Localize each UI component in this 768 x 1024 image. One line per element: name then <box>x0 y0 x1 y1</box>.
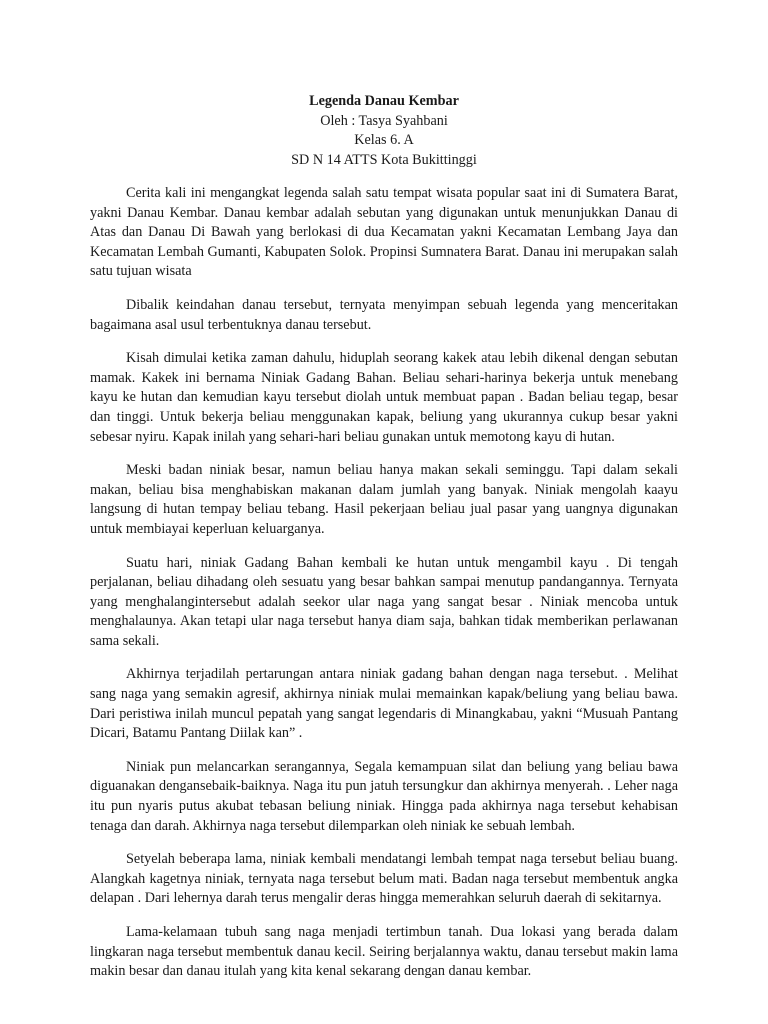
paragraph: Setyelah beberapa lama, niniak kembali mendatangi lembah tempat naga tersebut beliau buang. Alangkah kagetnya niniak, ternyata naga tersebut belum mati. Badan naga tersebut membentuk angka delapan . Dari lehernya darah terus mengalir deras hingga memerahkan seluruh daerah di sekitarnya. <box>90 851 678 907</box>
paragraph: Akhirnya terjadilah pertarungan antara niniak gadang bahan dengan naga tersebut. . Melihat sang naga yang semakin agresif, akhirnya niniak mulai memainkan kapak/beliung yang beliau bawa. Dari peristiwa inilah muncul pepatah yang sangat legendaris di Minangkabau, yakni “Musuah Pantang Dicari, Batamu Pantang Diilak kan” . <box>90 666 678 742</box>
class-line: Kelas 6. A <box>354 132 414 149</box>
paragraph: Meski badan niniak besar, namun beliau hanya makan sekali seminggu. Tapi dalam sekali makan, beliau bisa menghabiskan makanan dalam jumlah yang banyak. Niniak mengolah kaayu langsung di hutan tempay beliau tebang. Hasil pekerjaan beliau jual pasar yang uangnya digunakan untuk membiayai keperluan keluarganya. <box>90 462 678 537</box>
school-line: SD N 14 ATTS Kota Bukittinggi <box>291 151 477 168</box>
paragraph: Niniak pun melancarkan serangannya, Segala kemampuan silat dan beliung yang beliau bawa diguanakan dengansebaik-baiknya. Naga itu pun jatuh tersungkur dan akhirnya menyerah. . Leher naga itu pun nyaris putus akubat tebasan beliung niniak. Hingga pada akhirnya naga tersebut kehabisan tenaga dan darah. Akhirnya naga tersebut dilemparkan oleh niniak ke sebuah lembah. <box>90 758 678 834</box>
paragraph: Cerita kali ini mengangkat legenda salah satu tempat wisata popular saat ini di Sumatera Barat, yakni Danau Kembar. Danau kembar adalah sebutan yang digunakan untuk menunjukkan Danau di Atas dan Danau Di Bawah yang berlokasi di dua Kecamatan yakni Kecamatan Lembang Jaya dan Kecamatan Lembah Gumanti, Kabupaten Solok. Propinsi Sumnatera Barat. Danau ini merupakan salah satu tujuan wisata <box>90 185 678 280</box>
document-body <box>90 184 678 996</box>
document-title: Legenda Danau Kembar <box>309 93 459 109</box>
paragraph: Dibalik keindahan danau tersebut, ternyata menyimpan sebuah legenda yang menceritakan bagaimana asal usul terbentuknya danau tersebut. <box>90 296 678 333</box>
author-line: Oleh : Tasya Syahbani <box>320 112 448 129</box>
document-header <box>90 92 678 170</box>
paragraph: Lama-kelamaan tubuh sang naga menjadi tertimbun tanah. Dua lokasi yang berada dalam lingkaran naga tersebut membentuk danau kecil. Seiring berjalannya waktu, danau tersebut makin lama makin besar dan danau itulah yang kita kenal sekarang dengan danau kembar. <box>90 924 678 980</box>
paragraph: Suatu hari, niniak Gadang Bahan kembali ke hutan untuk mengambil kayu . Di tengah perjalanan, beliau dihadang oleh sesuatu yang besar bahkan sampai menutup pandangannya. Ternyata yang menghalangintersebut adalah seekor ular naga yang sangat besar . Niniak mencoba untuk menghalaunya. Akan tetapi ular naga tersebut hanya diam saja, bahkan tidak memberikan perlawanan sama sekali. <box>90 554 678 649</box>
paragraph: Kisah dimulai ketika zaman dahulu, hiduplah seorang kakek atau lebih dikenal dengan sebutan mamak. Kakek ini bernama Niniak Gadang Bahan. Beliau sehari-harinya bekerja untuk menebang kayu ke hutan dan kemudian kayu tersebut diolah untuk membuat papan . Badan beliau tegap, besar dan tinggi. Untuk bekerja beliau menggunakan kapak, beliung yang ukurannya cukup besar yakni sebesar nyiru. Kapak inilah yang sehari-hari beliau gunakan untuk memotong kayu di hutan. <box>90 350 678 445</box>
